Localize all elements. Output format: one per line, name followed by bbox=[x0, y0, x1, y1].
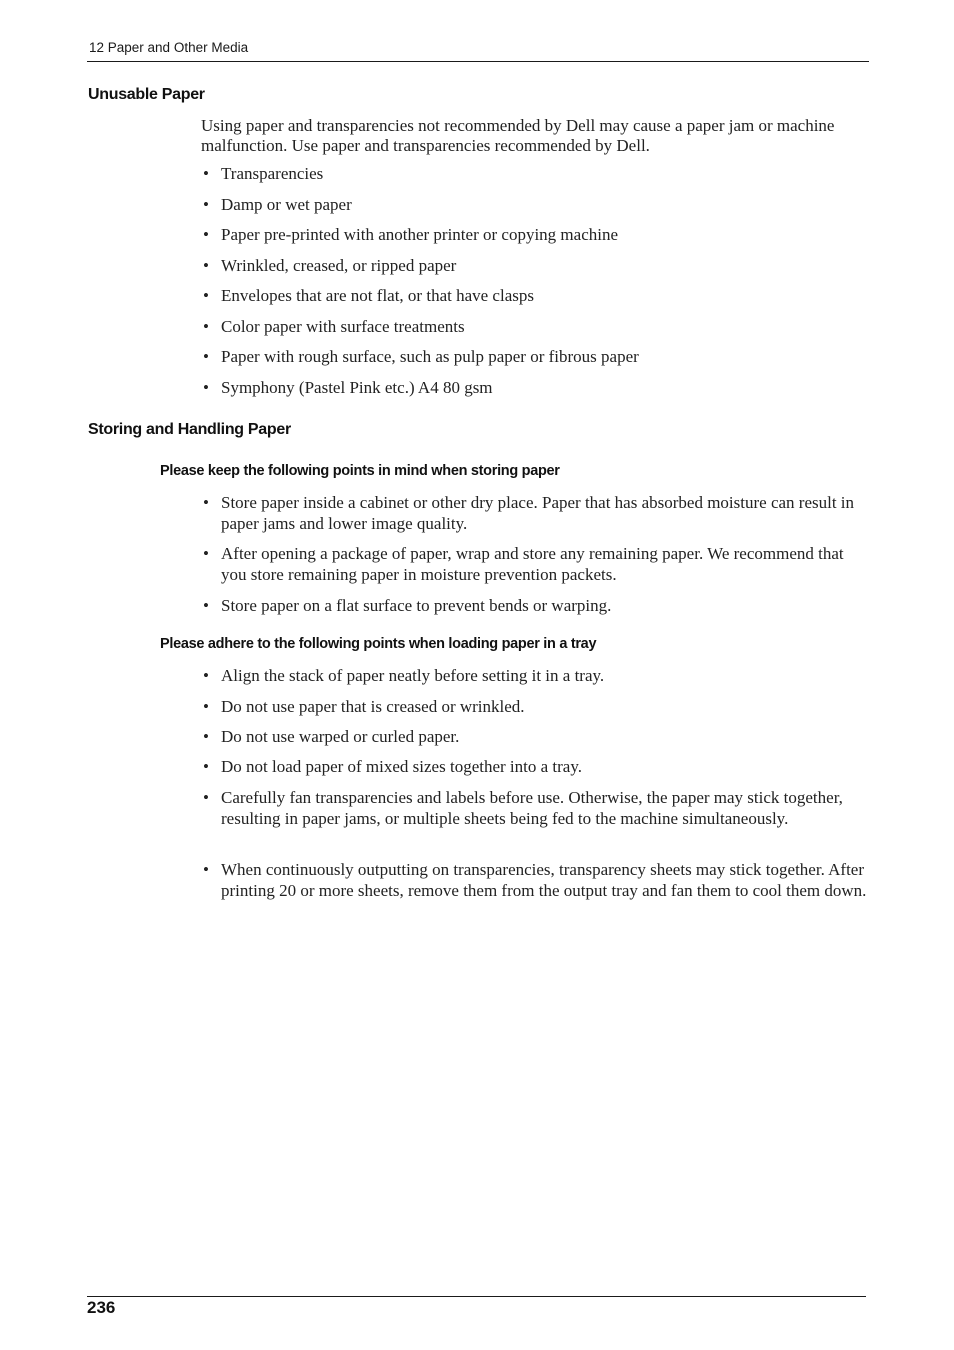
list-item: • Symphony (Pastel Pink etc.) A4 80 gsm bbox=[203, 378, 493, 397]
header-rule bbox=[87, 61, 869, 62]
bullet-icon: • bbox=[203, 596, 209, 615]
bullet-icon: • bbox=[203, 286, 209, 305]
bullet-icon: • bbox=[203, 788, 209, 807]
bullet-icon: • bbox=[203, 195, 209, 214]
list-item: • Transparencies bbox=[203, 164, 324, 183]
list-item: • Envelopes that are not flat, or that have clasps bbox=[203, 286, 534, 305]
footer-rule bbox=[87, 1296, 866, 1297]
bullet-icon: • bbox=[203, 225, 209, 244]
bullet-icon: • bbox=[203, 544, 209, 563]
subsection-title-storing: Please keep the following points in mind when storing paper bbox=[160, 463, 560, 479]
list-item: • Align the stack of paper neatly before setting it in a tray. bbox=[203, 666, 605, 685]
bullet-icon: • bbox=[203, 347, 209, 366]
list-item: • Do not use paper that is creased or wrinkled. bbox=[203, 697, 525, 716]
bullet-icon: • bbox=[203, 256, 209, 275]
list-item: • Damp or wet paper bbox=[203, 195, 352, 214]
list-item: • Do not load paper of mixed sizes together into a tray. bbox=[203, 757, 582, 776]
bullet-icon: • bbox=[203, 164, 209, 183]
bullet-icon: • bbox=[203, 727, 209, 746]
page-number: 236 bbox=[87, 1298, 116, 1317]
bullet-icon: • bbox=[203, 697, 209, 716]
list-item: • Carefully fan transparencies and labels before use. Otherwise, the paper may stick together, resulting in paper jams, or multiple sheets being fed to the machine simultaneously. bbox=[203, 788, 843, 828]
list-item: • After opening a package of paper, wrap and store any remaining paper. We recommend that you store remaining paper in moisture prevention packets. bbox=[203, 544, 844, 584]
bullet-icon: • bbox=[203, 317, 209, 336]
list-item: • Store paper on a flat surface to prevent bends or warping. bbox=[203, 596, 612, 615]
unusable-paper-intro: Using paper and transparencies not recommended by Dell may cause a paper jam or machine malfunction. Use paper and transparencies recommended by Dell. bbox=[201, 116, 835, 155]
bullet-icon: • bbox=[203, 757, 209, 776]
running-head: 12 Paper and Other Media bbox=[89, 40, 249, 55]
list-item: • Paper with rough surface, such as pulp paper or fibrous paper bbox=[203, 347, 639, 366]
list-item: • Store paper inside a cabinet or other dry place. Paper that has absorbed moisture can result in paper jams and lower image quality. bbox=[203, 493, 855, 533]
subsection-title-loading: Please adhere to the following points when loading paper in a tray bbox=[160, 636, 597, 652]
bullet-icon: • bbox=[203, 860, 209, 879]
bullet-icon: • bbox=[203, 493, 209, 512]
section-title-unusable-paper: Unusable Paper bbox=[88, 86, 205, 103]
bullet-icon: • bbox=[203, 378, 209, 397]
section-title-storing-handling: Storing and Handling Paper bbox=[88, 421, 291, 438]
list-item: • When continuously outputting on transparencies, transparency sheets may stick together. After printing 20 or more sheets, remove them from the output tray and fan them to cool them down. bbox=[203, 860, 867, 900]
list-item: • Do not use warped or curled paper. bbox=[203, 727, 460, 746]
bullet-icon: • bbox=[203, 666, 209, 685]
list-item: • Color paper with surface treatments bbox=[203, 317, 465, 336]
list-item: • Paper pre-printed with another printer or copying machine bbox=[203, 225, 619, 244]
list-item: • Wrinkled, creased, or ripped paper bbox=[203, 256, 457, 275]
